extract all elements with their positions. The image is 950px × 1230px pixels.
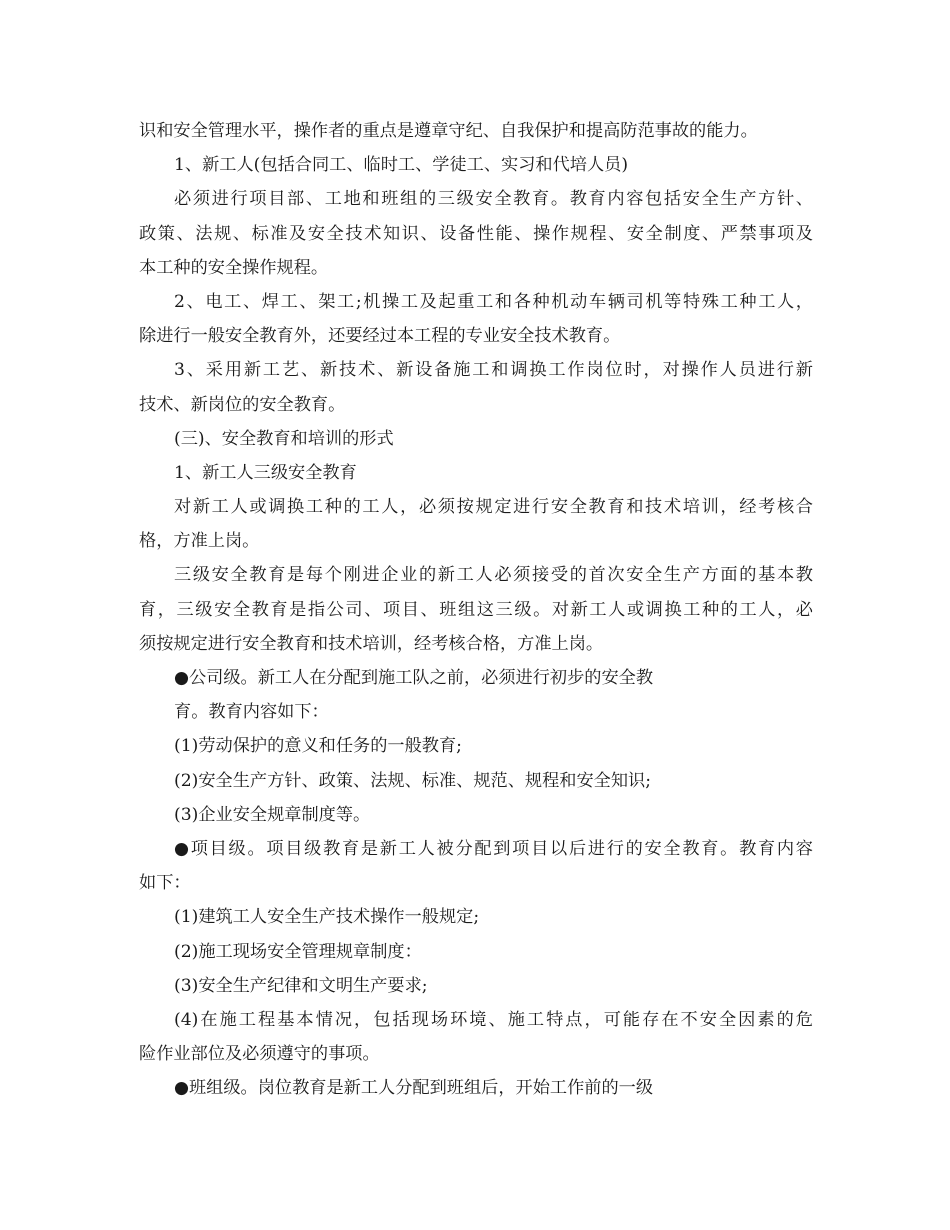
text-line: 险作业部位及必须遵守的事项。 <box>139 1044 380 1065</box>
text-line: 须按规定进行安全教育和技术培训，经考核合格，方准上岗。 <box>139 633 604 654</box>
text-line: (2)安全生产方针、政策、法规、标准、规范、规程和安全知识; <box>174 770 652 791</box>
text-line: ●公司级。新工人在分配到施工队之前，必须进行初步的安全教 <box>174 668 654 688</box>
text-line: 除进行一般安全教育外，还要经过本工程的专业安全技术教育。 <box>139 326 621 347</box>
text-line: 育。教育内容如下： <box>174 702 329 723</box>
text-line: (1)劳动保护的意义和任务的一般教育; <box>174 736 462 757</box>
text-line: (三)、安全教育和培训的形式 <box>174 428 394 449</box>
text-line: 三级安全教育是每个刚进企业的新工人必须接受的首次安全生产方面的基本教 <box>174 565 813 586</box>
text-line: (3)企业安全规章制度等。 <box>174 804 371 825</box>
text-line: 识和安全管理水平，操作者的重点是遵章守纪、自我保护和提高防范事故的能力。 <box>139 121 758 141</box>
text-line: ●班组级。岗位教育是新工人分配到班组后，开始工作前的一级 <box>174 1078 654 1099</box>
text-line: 1、新工人(包括合同工、临时工、学徒工、实习和代培人员) <box>174 155 629 176</box>
text-line: (4)在施工程基本情况，包括现场环境、施工特点，可能存在不安全因素的危 <box>174 1009 813 1030</box>
text-line: 3、采用新工艺、新技术、新设备施工和调换工作岗位时，对操作人员进行新 <box>174 360 813 381</box>
text-line: 技术、新岗位的安全教育。 <box>139 394 346 415</box>
text-line: 育，三级安全教育是指公司、项目、班组这三级。对新工人或调换工种的工人，必 <box>139 599 813 620</box>
text-line: 本工种的安全操作规程。 <box>139 257 329 278</box>
text-line: 2、电工、焊工、架工;机操工及起重工和各种机动车辆司机等特殊工种工人， <box>174 291 813 312</box>
text-line: (3)安全生产纪律和文明生产要求; <box>174 975 428 996</box>
document-body <box>139 114 813 1105</box>
text-line: 1、新工人三级安全教育 <box>174 462 357 483</box>
text-line: (1)建筑工人安全生产技术操作一般规定; <box>174 907 480 928</box>
text-line: 必须进行项目部、工地和班组的三级安全教育。教育内容包括安全生产方针、 <box>174 189 813 210</box>
text-line: 如下： <box>139 873 191 894</box>
text-line: 对新工人或调换工种的工人，必须按规定进行安全教育和技术培训，经考核合 <box>174 497 813 518</box>
text-line: 政策、法规、标准及安全技术知识、设备性能、操作规程、安全制度、严禁事项及 <box>139 223 813 244</box>
text-line: ●项目级。项目级教育是新工人被分配到项目以后进行的安全教育。教育内容 <box>174 838 813 859</box>
text-line: (2)施工现场安全管理规章制度： <box>174 941 422 962</box>
text-line: 格，方准上岗。 <box>139 531 260 552</box>
